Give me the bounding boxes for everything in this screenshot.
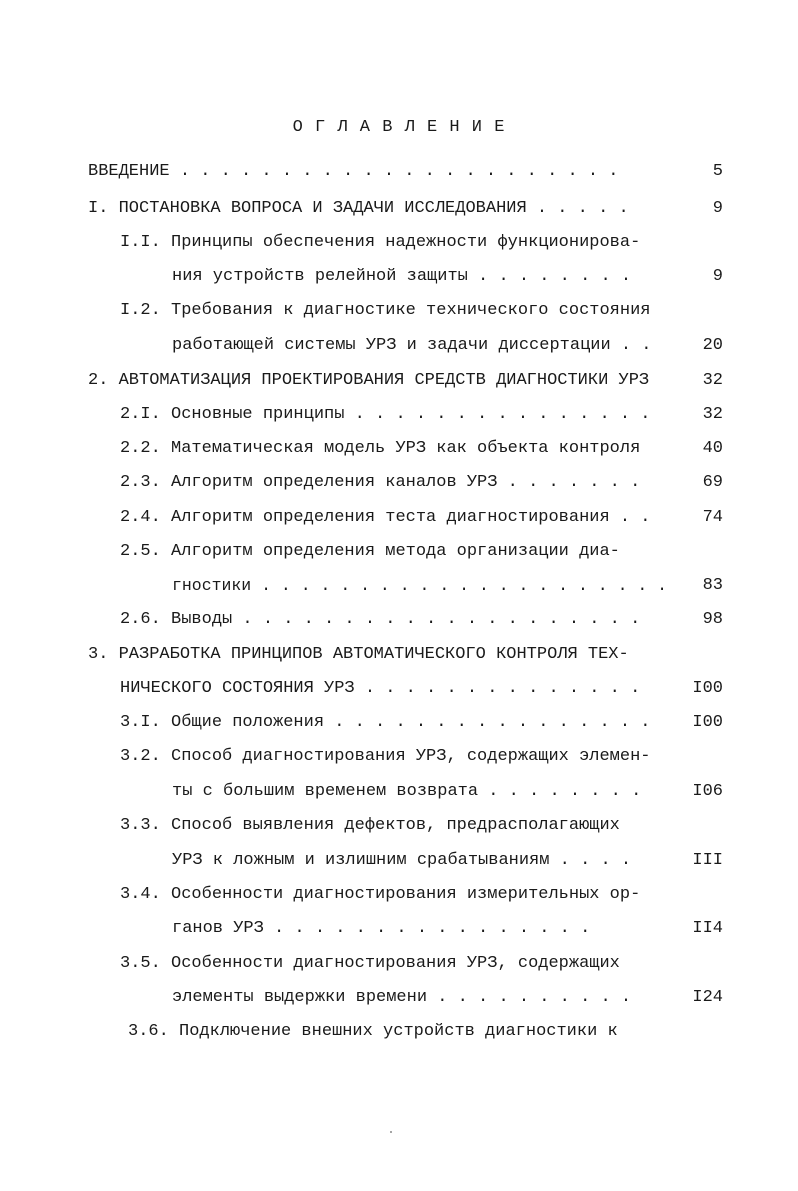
toc-line: элементы выдержки времени . . . . . . . . . . <box>172 988 632 1007</box>
toc-page-number: 83 <box>702 576 723 595</box>
toc-page-number: 5 <box>712 162 723 181</box>
toc-line: 3.I. Общие положения . . . . . . . . . . . . . . . . <box>120 713 651 732</box>
toc-page-number: 20 <box>702 336 723 355</box>
toc-page-number: 40 <box>702 439 723 458</box>
toc-line: 2.2. Математическая модель УРЗ как объекта контроля <box>120 439 641 458</box>
toc-line: 2.3. Алгоритм определения каналов УРЗ . . . . . . . <box>120 473 641 492</box>
toc-page-number: 32 <box>702 371 723 390</box>
toc-page-number: I00 <box>692 679 723 698</box>
toc-line: 2.6. Выводы . . . . . . . . . . . . . . . . . . . . <box>120 610 641 629</box>
toc-line: гностики . . . . . . . . . . . . . . . . . . . . . <box>172 576 668 595</box>
toc-page-number: 32 <box>702 405 723 424</box>
toc-page-number: I24 <box>692 988 723 1007</box>
toc-line: 3.5. Особенности диагностирования УРЗ, содержащих <box>120 954 620 973</box>
toc-line: 3.6. Подключение внешних устройств диагностики к <box>128 1022 618 1041</box>
toc-line: I.2. Требования к диагностике технического состояния <box>120 301 651 320</box>
toc-line: УРЗ к ложным и излишним срабатываниям . . . . <box>172 851 632 870</box>
toc-page-number: 9 <box>712 199 723 218</box>
toc-line: 3. РАЗРАБОТКА ПРИНЦИПОВ АВТОМАТИЧЕСКОГО КОНТРОЛЯ ТЕХ- <box>88 645 629 664</box>
toc-line: ВВЕДЕНИЕ . . . . . . . . . . . . . . . . . . . . . . <box>88 162 619 181</box>
toc-line: НИЧЕСКОГО СОСТОЯНИЯ УРЗ . . . . . . . . . . . . . . <box>120 679 641 698</box>
toc-line: 2.I. Основные принципы . . . . . . . . . . . . . . . <box>120 405 651 424</box>
toc-line: ния устройств релейной защиты . . . . . . . . <box>172 267 632 286</box>
toc-page-number: II4 <box>692 919 723 938</box>
toc-line: 2.5. Алгоритм определения метода организации диа- <box>120 542 620 561</box>
toc-line: 3.2. Способ диагностирования УРЗ, содержащих элемен- <box>120 747 651 766</box>
toc-line: работающей системы УРЗ и задачи диссертации . . <box>172 336 652 355</box>
toc-line: ганов УРЗ . . . . . . . . . . . . . . . . <box>172 919 591 938</box>
toc-page-number: 9 <box>712 267 723 286</box>
toc-page-number: 98 <box>702 610 723 629</box>
toc-line: 3.4. Особенности диагностирования измерительных ор- <box>120 885 641 904</box>
toc-line: I. ПОСТАНОВКА ВОПРОСА И ЗАДАЧИ ИССЛЕДОВАНИЯ . . . . . <box>88 199 629 218</box>
scan-speck <box>390 1131 392 1133</box>
toc-page-number: 74 <box>702 508 723 527</box>
toc-page-number: 69 <box>702 473 723 492</box>
toc-line: 2.4. Алгоритм определения теста диагностирования . . <box>120 508 651 527</box>
page-title: О Г Л А В Л Е Н И Е <box>292 118 506 137</box>
toc-line: ты с большим временем возврата . . . . . . . . <box>172 782 642 801</box>
toc-line: 2. АВТОМАТИЗАЦИЯ ПРОЕКТИРОВАНИЯ СРЕДСТВ ДИАГНОСТИКИ УРЗ <box>88 371 650 390</box>
toc-page-number: III <box>692 851 723 870</box>
toc-line: I.I. Принципы обеспечения надежности функционирова- <box>120 233 641 252</box>
toc-page-number: I00 <box>692 713 723 732</box>
toc-line: 3.3. Способ выявления дефектов, предрасполагающих <box>120 816 620 835</box>
toc-page-number: I06 <box>692 782 723 801</box>
